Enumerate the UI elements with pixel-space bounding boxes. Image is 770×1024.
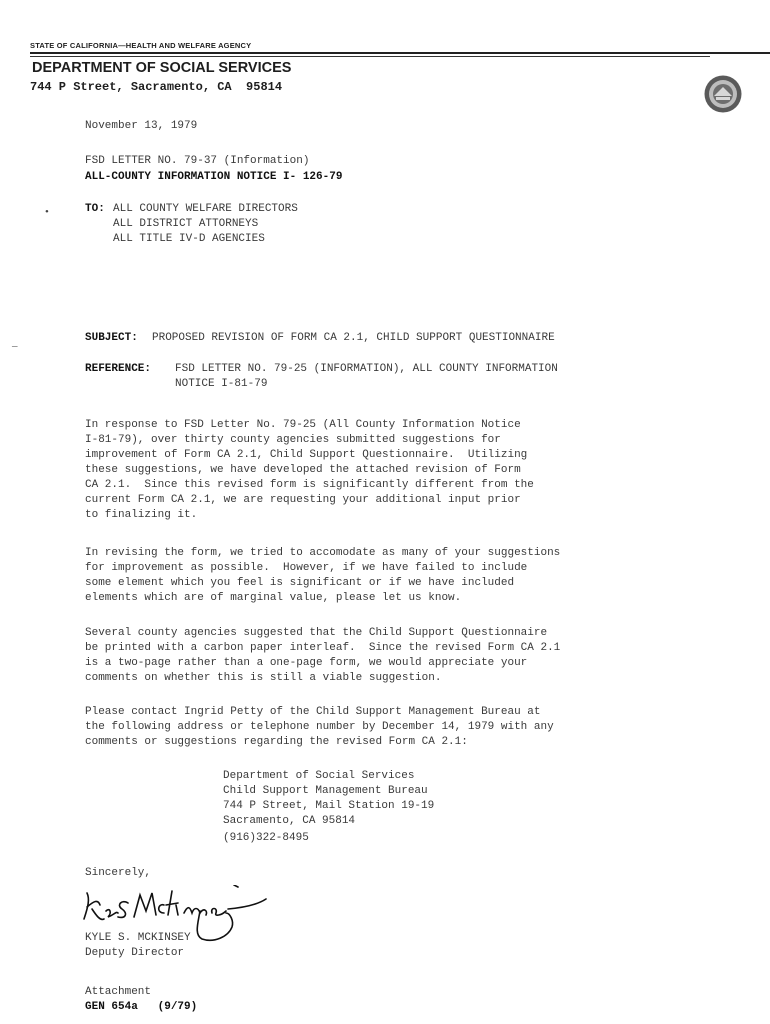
fsd-letter-number: FSD LETTER NO. 79-37 (Information) [85,155,310,167]
signer-name: KYLE S. MCKINSEY [85,932,191,944]
letter-date: November 13, 1979 [85,120,198,132]
signer-title: Deputy Director [85,947,185,959]
state-seal-icon [703,74,743,114]
body-paragraph: In response to FSD Letter No. 79-25 (All County Information Notice I-81-79), over thirty county agencies submitted suggestions for improvement of Form CA 2.1, Child Support Questionnaire. Utilizing these suggestions, we have developed the attached revision of Form CA 2.1. Since this revised form is significantly different from the current Form CA 2.1, we are requesting your additional input prior to finalizing it. [85,419,534,521]
reference-label: REFERENCE: [85,363,152,375]
header-rule [30,52,770,54]
department-name: DEPARTMENT OF SOCIAL SERVICES [32,60,292,76]
contact-line: Child Support Management Bureau [223,785,428,797]
notice-number: ALL-COUNTY INFORMATION NOTICE I- 126-79 [85,171,343,183]
body-paragraph: In revising the form, we tried to accomodate as many of your suggestions for improvement as possible. However, if we have failed to include some element which you feel is significant or if we have included elements which are of marginal value, please let us know. [85,547,561,604]
reference-line: NOTICE I-81-79 [175,378,268,390]
subject-label: SUBJECT: [85,332,138,344]
agency-line: STATE OF CALIFORNIA—HEALTH AND WELFARE AGENCY [30,41,252,50]
recipient-line: ALL TITLE IV-D AGENCIES [113,233,265,245]
contact-line: 744 P Street, Mail Station 19-19 [223,800,435,812]
header-rule-thin [30,56,710,57]
closing: Sincerely, [85,867,152,879]
subject-text: PROPOSED REVISION OF FORM CA 2.1, CHILD SUPPORT QUESTIONNAIRE [152,332,555,344]
body-paragraph: Please contact Ingrid Petty of the Child Support Management Bureau at the following address or telephone number by December 14, 1979 with any comments or suggestions regarding the revised Form CA 2.1: [85,706,554,748]
to-label: TO: [85,203,105,215]
attachment-label: Attachment [85,986,152,998]
contact-line: Sacramento, CA 95814 [223,815,356,827]
body-paragraph: Several county agencies suggested that the Child Support Questionnaire be printed with a carbon paper interleaf. Since the revised Form CA 2.1 is a two-page rather than a one-page form, we would appreciate your comments on whether this is still a viable suggestion. [85,627,561,684]
margin-mark: – [12,340,18,352]
contact-line: Department of Social Services [223,770,415,782]
contact-phone: (916)322-8495 [223,832,309,844]
form-code: GEN 654a (9/79) [85,1001,198,1013]
recipient-line: ALL COUNTY WELFARE DIRECTORS [113,203,298,215]
department-address: 744 P Street, Sacramento, CA 95814 [30,80,283,94]
reference-line: FSD LETTER NO. 79-25 (INFORMATION), ALL COUNTY INFORMATION [175,363,558,375]
recipient-line: ALL DISTRICT ATTORNEYS [113,218,259,230]
margin-mark: • [45,206,49,218]
